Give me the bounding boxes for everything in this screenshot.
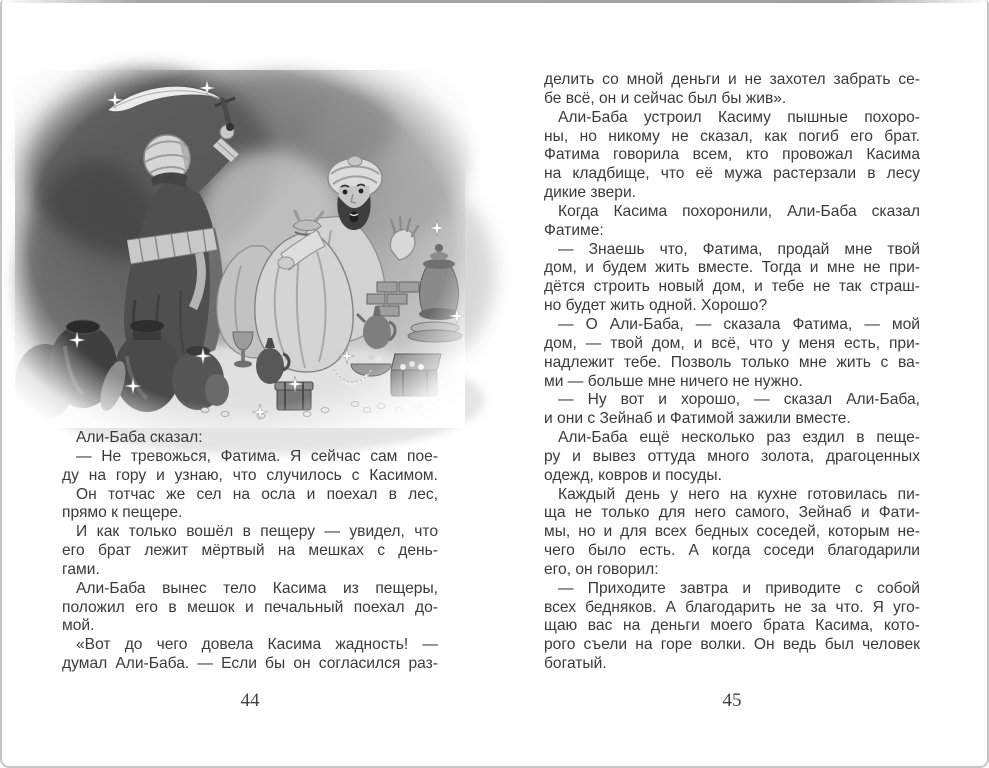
text-line: но будет жить одной. Хорошо? <box>544 297 768 315</box>
text-line: ща не только для него самого, Зейнаб и Фати- <box>544 504 920 522</box>
vignette-overlay <box>15 70 465 428</box>
text-line: Когда Касима похоронили, Али-Баба сказал <box>558 202 920 220</box>
text-line: Али-Баба ещё несколько раз ездил в пеще- <box>558 429 920 447</box>
text-line: надлежит тебе. Позволь только мне жить с ва- <box>544 353 920 371</box>
text-line: бе всё, он и сейчас был бы жив». <box>544 89 787 107</box>
text-line: гами. <box>62 560 100 578</box>
right-page-text <box>544 71 920 674</box>
text-line: — Знаешь что, Фатима, продай мне твой <box>558 240 920 258</box>
text-line: и они с Зейнаб и Фатимой зажили вместе. <box>544 410 851 428</box>
text-line: его, он говорил: <box>544 560 659 578</box>
text-line: щаю вас на деньги моего брата Касима, кото- <box>544 617 920 635</box>
text-line: — Приходите завтра и приводите с собой <box>558 579 920 597</box>
text-line: Он тотчас же сел на осла и поехал в лес, <box>76 485 438 503</box>
text-line: мы, но и для всех бедных соседей, которым не- <box>544 523 920 541</box>
text-line: прямо к пещере. <box>62 504 183 522</box>
text-line: Каждый день у него на кухне готовилась пи- <box>558 485 920 503</box>
text-line: всех бедняков. А благодарить не за что. Я уго- <box>544 598 920 616</box>
left-page-number: 44 <box>240 690 260 711</box>
text-line: Фатима говорила всем, кто провожал Касима <box>544 146 920 164</box>
text-line: Али-Баба вынес тело Касима из пещеры, <box>76 579 438 597</box>
text-line: положил его в мешок и печальный поехал до- <box>62 598 438 616</box>
text-line: дикие звери. <box>544 184 636 202</box>
text-line: Фатиме: <box>544 221 604 239</box>
text-line: богатый. <box>544 655 607 673</box>
text-line: его брат лежит мёртвый на мешках с день- <box>62 542 438 560</box>
text-line: ны, но никому не сказал, как погиб его брат. <box>544 127 920 145</box>
text-line: — О Али-Баба, — сказала Фатима, — мой <box>558 315 920 333</box>
text-line: дётся строить новый дом, и тебе не так страш- <box>544 278 920 296</box>
story-illustration <box>15 70 465 428</box>
text-line: думал Али-Баба. — Если бы он согласился раз- <box>62 655 438 673</box>
left-page <box>0 0 494 768</box>
text-line: «Вот до чего довела Касима жадность! — <box>76 636 438 654</box>
text-line: И как только вошёл в пещеру — увидел, что <box>76 523 438 541</box>
text-line: — Ну вот и хорошо, — сказал Али-Баба, <box>558 391 920 409</box>
text-line: ру и вывез оттуда много золота, драгоценных <box>544 447 920 465</box>
text-line: на кладбище, что её мужа растерзали в лесу <box>544 165 920 183</box>
text-line: дом, — твой дом, и всё, что у меня есть, при- <box>544 334 920 352</box>
text-line: одежд, ковров и посуды. <box>544 466 722 484</box>
illustration-svg <box>15 70 465 428</box>
right-page-number: 45 <box>722 690 742 711</box>
text-line: дом, и будем жить вместе. Тогда и мне не при- <box>544 259 920 277</box>
text-line: рого съели на горе волки. Он ведь был человек <box>544 636 920 654</box>
text-line: — Не тревожься, Фатима. Я сейчас сам пое- <box>76 447 438 465</box>
text-line: Али-Баба сказал: <box>76 429 203 446</box>
text-line: мой. <box>62 617 95 635</box>
left-page-text <box>62 429 438 674</box>
text-line: Али-Баба устроил Касиму пышные похоро- <box>558 108 920 126</box>
text-line: ми — больше мне ничего не нужно. <box>544 372 803 390</box>
text-line: делить со мной деньги и не захотел забрать се- <box>544 71 920 88</box>
text-line: ду на гору и узнаю, что случилось с Касимом. <box>62 466 438 484</box>
right-page <box>494 0 989 768</box>
text-line: чего было есть. А когда соседи благодарили <box>544 542 920 560</box>
